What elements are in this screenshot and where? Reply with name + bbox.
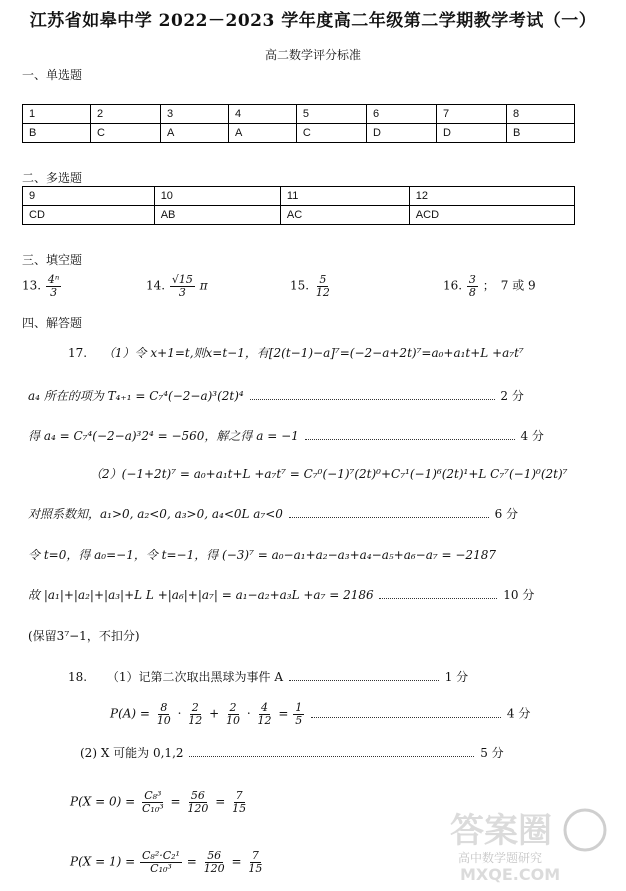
- fraction: $\frac{2}{10}$: [226, 701, 241, 727]
- dotted-leader: [305, 430, 515, 440]
- question-number: 15.: [290, 278, 310, 293]
- q18-line-2: [80, 744, 504, 761]
- table-cell: 1: [23, 105, 91, 124]
- table-cell: AB: [154, 206, 280, 225]
- fraction: $\frac{3}{8}$: [468, 273, 476, 299]
- multi-choice-table: [22, 186, 575, 225]
- formula: a₄ 所在的项为 T₄₊₁ = C₇⁴(−2−a)³(2t)⁴: [28, 389, 244, 403]
- table-cell: B: [23, 124, 91, 143]
- q17-line-1: [68, 344, 524, 361]
- q17-note: [28, 627, 140, 644]
- formula: P(X = 0) =: [70, 794, 136, 809]
- exam-title: 江苏省如皋中学 2022－2023 学年度高二年级第二学期教学考试（一）: [29, 11, 597, 31]
- watermark-text-channel: 高中数学题研究: [458, 851, 543, 865]
- section-fill-in: 三、填空题: [22, 253, 83, 267]
- formula: （1）令 x+1=t,则x=t−1，有[2(t−1)−a]⁷=(−2−a+2t)⁷=a₀+a₁t+L +a₇t⁷: [102, 346, 524, 360]
- table-row: [23, 187, 575, 206]
- answer-13: [22, 274, 62, 298]
- table-cell: AC: [280, 206, 409, 225]
- fraction: $\frac{7}{15}$: [232, 789, 247, 815]
- fraction: $\frac{7}{15}$: [248, 849, 263, 875]
- table-cell: 12: [409, 187, 574, 206]
- fraction: $\frac{56}{120}$: [187, 789, 209, 815]
- table-cell: CD: [23, 206, 155, 225]
- score-label: 2 分: [500, 389, 524, 403]
- table-cell: ACD: [409, 206, 574, 225]
- dotted-leader: [250, 390, 495, 400]
- section-multi-choice: 二、多选题: [22, 171, 83, 185]
- watermark-text-main: 答案圈: [450, 811, 552, 851]
- formula: (2) X 可能为 0,1,2: [80, 746, 184, 760]
- dotted-leader: [289, 508, 489, 518]
- table-cell: A: [160, 124, 228, 143]
- table-cell: 7: [436, 105, 506, 124]
- question-number: 14.: [146, 278, 166, 293]
- watermark-logo: [440, 800, 610, 885]
- formula: （1）记第二次取出黑球为事件 A: [106, 670, 284, 684]
- fraction: $\frac{1}{5}$: [295, 701, 303, 727]
- table-row: [23, 124, 575, 143]
- table-cell: A: [228, 124, 296, 143]
- table-cell: 11: [280, 187, 409, 206]
- note-text: (保留3⁷−1，不扣分): [28, 629, 140, 643]
- q18-px0-line: P(X = 0) = $\frac{\text{C₈³}}{\text{C₁₀³}}$ = $\frac{56}{120}$ = $\frac{7}{15}$: [70, 789, 247, 815]
- fraction: $\frac{\text{C₈²·C₂¹}}{\text{C₁₀³}}$: [142, 849, 180, 875]
- score-label: 5 分: [480, 746, 504, 760]
- dotted-leader: [189, 747, 474, 757]
- section-single-choice: 一、单选题: [22, 68, 83, 82]
- answer-15: [290, 274, 333, 298]
- table-cell: 9: [23, 187, 155, 206]
- score-label: 4 分: [506, 706, 531, 721]
- formula: P(X = 1) =: [70, 854, 136, 869]
- table-cell: C: [296, 124, 366, 143]
- score-label: 4 分: [520, 429, 544, 443]
- watermark-text-url: MXQE.COM: [460, 865, 561, 884]
- table-cell: 3: [160, 105, 228, 124]
- dotted-leader: [289, 671, 439, 681]
- q17-line-6: [28, 546, 496, 563]
- table-cell: C: [90, 124, 160, 143]
- q17-line-2: [28, 387, 524, 404]
- answer-16: [443, 274, 536, 298]
- table-cell: 5: [296, 105, 366, 124]
- score-label: 6 分: [494, 507, 519, 521]
- dotted-leader: [311, 708, 501, 718]
- watermark-graphic: [440, 800, 610, 885]
- fraction: $\frac{4}{12}$: [257, 701, 272, 727]
- table-cell: 8: [506, 105, 574, 124]
- table-cell: B: [506, 124, 574, 143]
- q17-line-5: [28, 505, 518, 522]
- q17-line-7: [28, 586, 534, 603]
- q17-line-3: [28, 427, 544, 444]
- pi-symbol: π: [199, 278, 208, 293]
- section-solutions: 四、解答题: [22, 316, 83, 330]
- single-choice-table: [22, 104, 575, 143]
- table-cell: 4: [228, 105, 296, 124]
- score-label: 1 分: [444, 670, 469, 684]
- fraction: $\frac{\text{4ⁿ}}{3}$: [47, 273, 60, 299]
- fraction: $\frac{56}{120}$: [203, 849, 225, 875]
- q17-line-4: [90, 465, 567, 482]
- q18-px1-line: P(X = 1) = $\frac{\text{C₈²·C₂¹}}{\text{C₁₀³}}$ = $\frac{56}{120}$ = $\frac{7}{15}$: [70, 849, 263, 875]
- table-row: [23, 105, 575, 124]
- formula: （2）(−1+2t)⁷ = a₀+a₁t+L +a₇t⁷ = C₇⁰(−1)⁷(2t)⁰+C₇¹(−1)⁶(2t)¹+L C₇⁷(−1)⁰(2t)⁷: [90, 467, 568, 481]
- answer-16-extra: ； 7 或 9: [482, 278, 536, 293]
- fraction: $\frac{√15}{3}$: [171, 273, 193, 299]
- table-row: [23, 206, 575, 225]
- fraction: $\frac{8}{10}$: [156, 701, 171, 727]
- formula: 对照系数知，a₁>0, a₂<0, a₃>0, a₄<0L a₇<0: [28, 507, 283, 521]
- formula: 令 t=0，得 a₀=−1，令 t=−1，得 (−3)⁷ = a₀−a₁+a₂−a₃+a₄−a₅+a₆−a₇ = −2187: [28, 548, 496, 562]
- dotted-leader: [379, 589, 497, 599]
- formula: 得 a₄ = C₇⁴(−2−a)³2⁴ = −560，解之得 a = −1: [28, 429, 299, 443]
- question-number: 18.: [68, 670, 88, 684]
- q18-pa-line: P(A) = $\frac{8}{10}$ · $\frac{2}{12}$ + $\frac{2}{10}$ · $\frac{4}{12}$ = $\frac{1}{5}$ 4 分: [110, 701, 531, 727]
- question-number: 17.: [68, 346, 88, 360]
- table-cell: 10: [154, 187, 280, 206]
- table-cell: D: [436, 124, 506, 143]
- table-cell: D: [366, 124, 436, 143]
- question-number: 13.: [22, 278, 42, 293]
- score-label: 10 分: [503, 588, 535, 602]
- fraction: $\frac{5}{12}$: [315, 273, 330, 299]
- exam-subtitle: 高二数学评分标准: [264, 48, 361, 62]
- formula: P(A) =: [110, 706, 150, 721]
- answer-14: [146, 274, 208, 298]
- formula: 故 |a₁|+|a₂|+|a₃|+L L +|a₆|+|a₇| = a₁−a₂+a₃L +a₇ = 2186: [28, 588, 374, 602]
- fraction: $\frac{2}{12}$: [188, 701, 203, 727]
- table-cell: 2: [90, 105, 160, 124]
- table-cell: 6: [366, 105, 436, 124]
- fraction: $\frac{\text{C₈³}}{\text{C₁₀³}}$: [142, 789, 164, 815]
- q18-line-1: [68, 668, 468, 685]
- question-number: 16.: [443, 278, 463, 293]
